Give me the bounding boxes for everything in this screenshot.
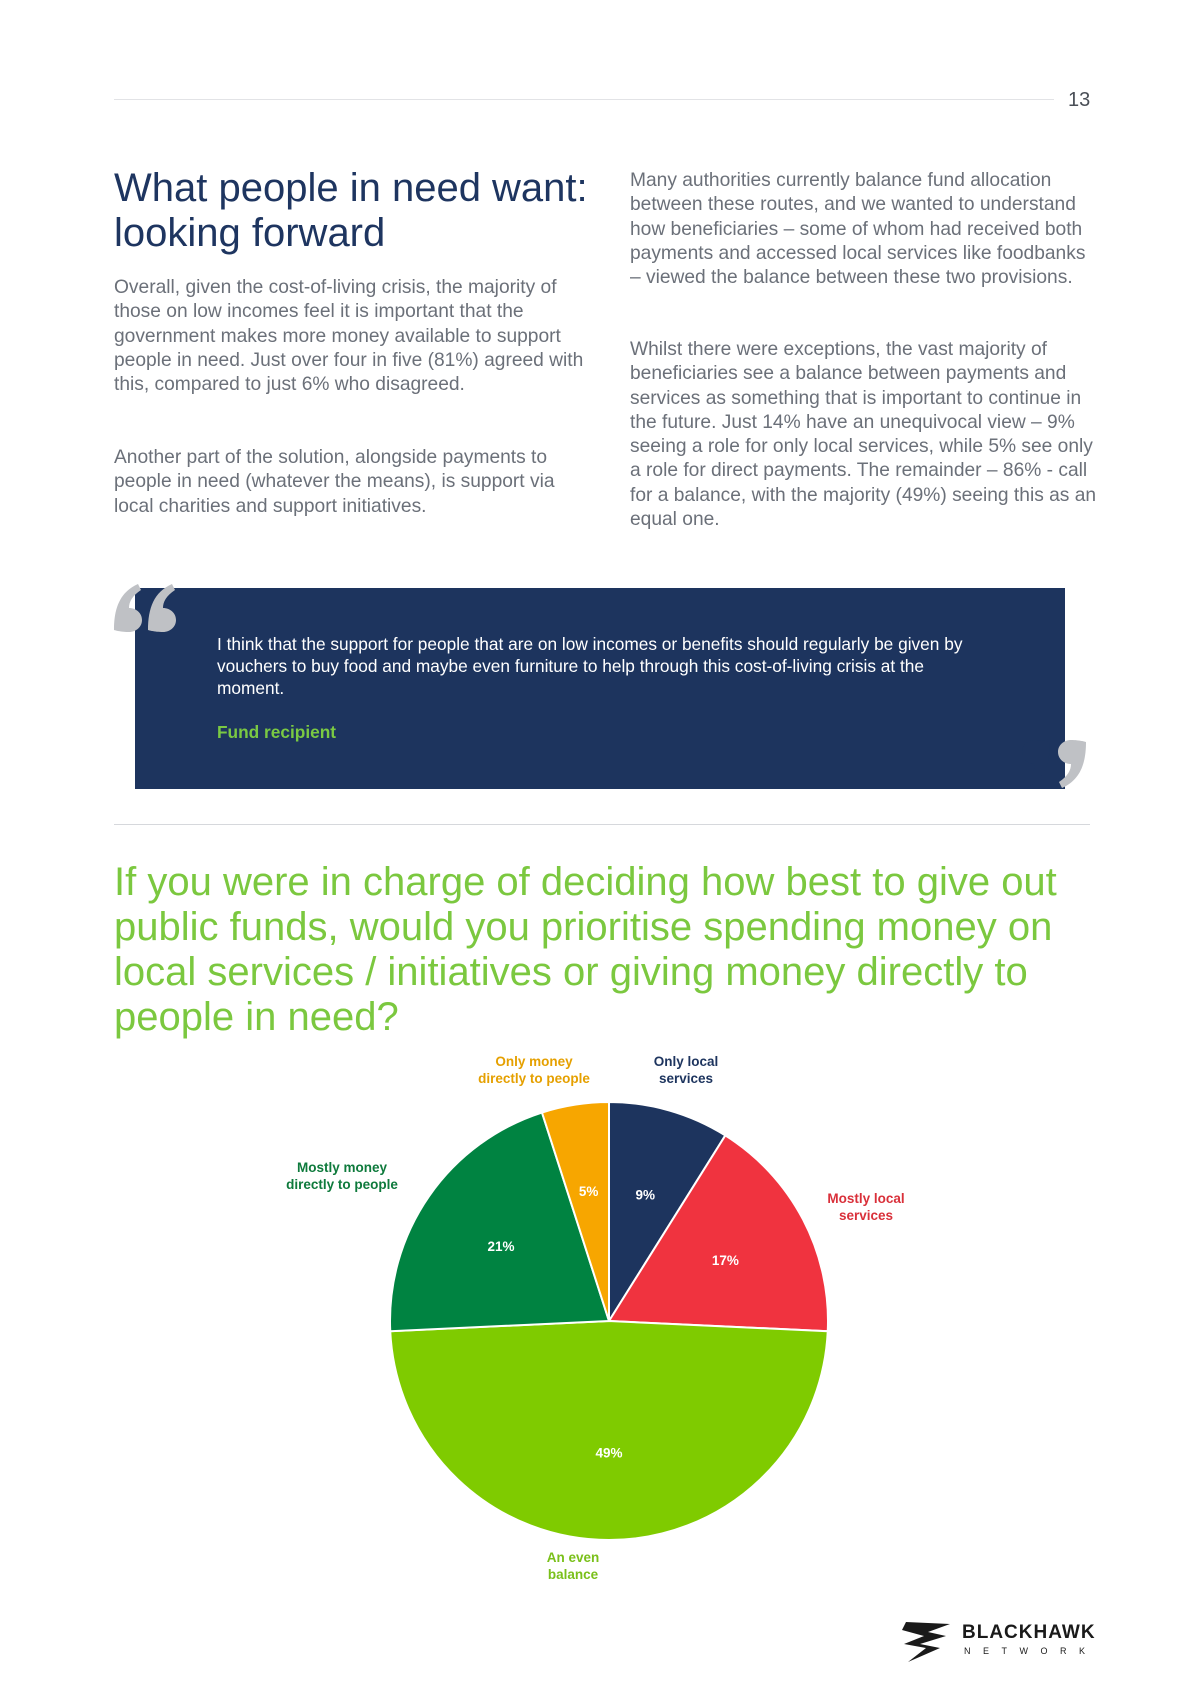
pie-category-label: An even balance — [546, 1550, 600, 1582]
quote-text: I think that the support for people that are on low incomes or benefits should regularly be given by vouchers to buy food and maybe even furniture to help through this cost-of-living crisis at the moment. — [217, 634, 963, 698]
page-number: 13 — [1068, 89, 1091, 111]
section-heading: What people in need want: looking forward — [114, 166, 588, 255]
pie-category-label: Only local services — [653, 1054, 719, 1086]
blackhawk-logo — [900, 1618, 1100, 1668]
blackhawk-logo-icon — [900, 1618, 962, 1666]
left-paragraph-1: Overall, given the cost-of-living crisis, the majority of those on low incomes feel it is important that the government makes more money available to support people in need. Just over four in five (81%) agreed with this, compared to just 6% who disagreed. — [114, 277, 584, 396]
pie-category-label: Mostly money directly to people — [286, 1160, 398, 1192]
pie-value-label: 5% — [578, 1184, 599, 1200]
pie-value-label: 21% — [487, 1239, 515, 1255]
logo-wordmark: BLACKHAWK — [962, 1622, 1096, 1643]
quote-attribution: Fund recipient — [217, 722, 337, 742]
pie-value-label: 17% — [711, 1253, 739, 1269]
pie-category-label: Mostly local services — [827, 1191, 905, 1223]
left-paragraph-2: Another part of the solution, alongside payments to people in need (whatever the means), is support via local charities and support initiatives. — [114, 447, 555, 517]
pie-value-label: 49% — [595, 1445, 623, 1461]
pie-category-label: Only money directly to people — [478, 1054, 590, 1086]
right-paragraph-1: Many authorities currently balance fund allocation between these routes, and we wanted to understand how beneficiaries – some of whom had received both payments and accessed local services like foodbanks – viewed the balance between these two provisions. — [630, 170, 1086, 289]
logo-subtitle: NETWORK — [964, 1646, 1098, 1656]
chart-question: If you were in charge of deciding how best to give out public funds, would you prioritise spending money on local services / initiatives or giving money directly to people in need? — [114, 860, 1057, 1039]
pie-value-label: 9% — [635, 1187, 656, 1203]
right-paragraph-2: Whilst there were exceptions, the vast majority of beneficiaries see a balance between payments and services as something that is important to continue in the future. Just 14% have an unequivocal view – 9% seeing a role for only local services, while 5% see only a role for direct payments. The remainder – 86% - call for a balance, with the majority (49%) seeing this as an equal one. — [630, 339, 1097, 531]
pie-slice — [390, 1321, 828, 1540]
